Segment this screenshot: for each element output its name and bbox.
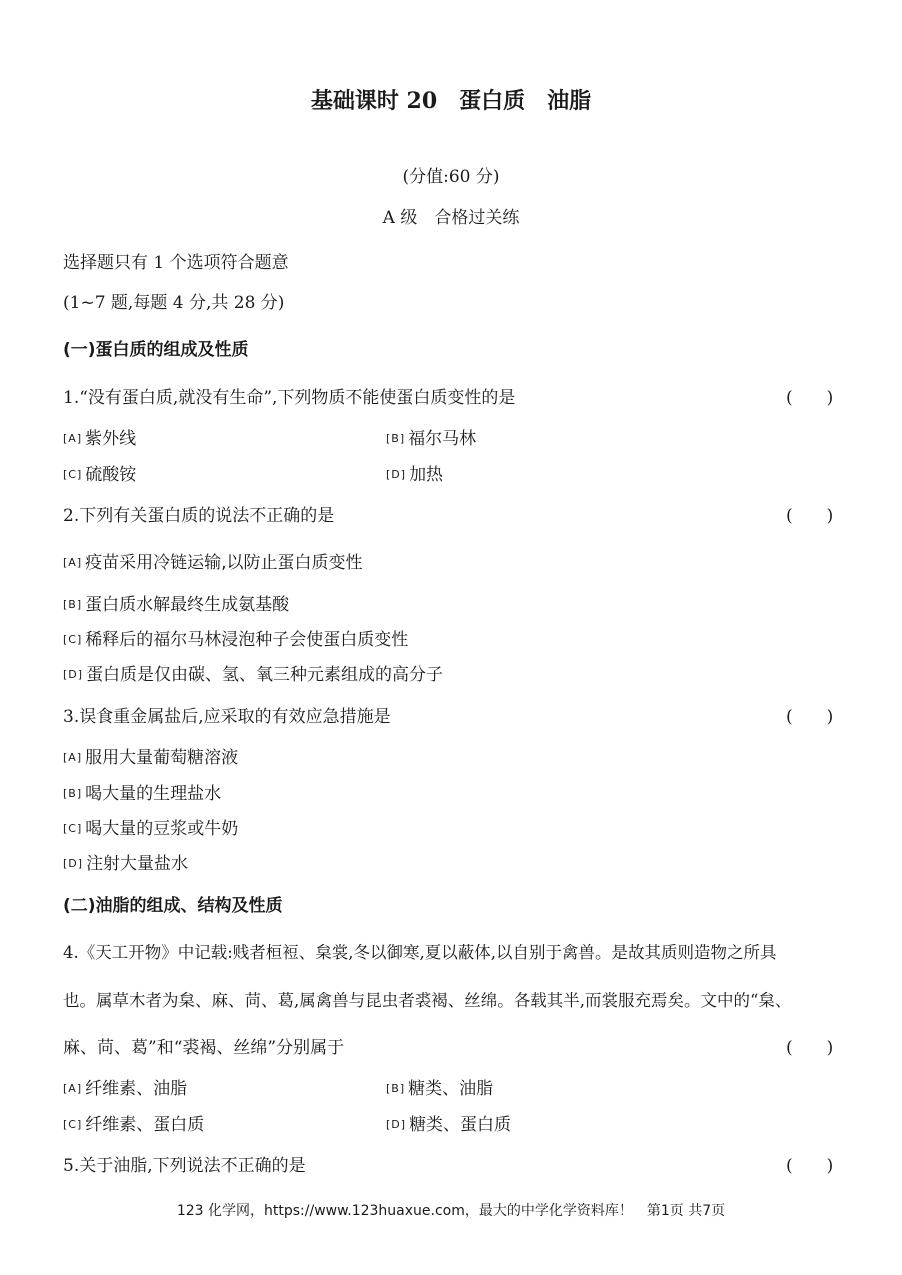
instruction-text: 选择题只有 1 个选项符合题意 (63, 253, 289, 273)
q3-option-c: [C] 喝大量的豆浆或牛奶 (63, 819, 239, 839)
section-heading-2: (二)油脂的组成、结构及性质 (63, 896, 283, 916)
question-4-line-1: 4.《天工开物》中记载:贱者桓裋、枲裳,冬以御寒,夏以蔽体,以自别于禽兽。是故其质则造物之所具 (63, 943, 777, 962)
question-1-stem: 1.“没有蛋白质,就没有生命”,下列物质不能使蛋白质变性的是 (63, 388, 516, 408)
answer-blank-2: ( ) (786, 506, 834, 526)
q2-option-b: [B] 蛋白质水解最终生成氨基酸 (63, 595, 290, 615)
question-3-stem: 3.误食重金属盐后,应采取的有效应急措施是 (63, 707, 391, 727)
question-2-stem: 2.下列有关蛋白质的说法不正确的是 (63, 506, 335, 526)
q4-option-d: [D] 糖类、蛋白质 (386, 1115, 512, 1135)
answer-blank-3: ( ) (786, 707, 834, 727)
level-heading: A 级 合格过关练 (382, 208, 520, 228)
score-note: (分值:60 分) (402, 167, 500, 187)
question-4-line-2: 也。属草木者为枲、麻、苘、葛,属禽兽与昆虫者裘褐、丝绵。各载其半,而裳服充焉矣。文中的“枲、 (63, 991, 792, 1010)
q1-option-b: [B] 福尔马林 (386, 429, 477, 449)
q2-option-c: [C] 稀释后的福尔马林浸泡种子会使蛋白质变性 (63, 630, 409, 650)
page-footer: 123 化学网，https://www.123huaxue.com，最大的中学化学资料库！ 第1页 共7页 (176, 1203, 726, 1219)
q3-option-a: [A] 服用大量葡萄糖溶液 (63, 748, 239, 768)
q2-option-d: [D] 蛋白质是仅由碳、氢、氧三种元素组成的高分子 (63, 665, 444, 685)
question-4-line-3: 麻、苘、葛”和“裘褐、丝绵”分别属于 (63, 1038, 345, 1058)
q4-option-a: [A] 纤维素、油脂 (63, 1079, 188, 1099)
q4-option-c: [C] 纤维素、蛋白质 (63, 1115, 205, 1135)
q1-option-d: [D] 加热 (386, 465, 444, 485)
q1-option-c: [C] 硫酸铵 (63, 465, 137, 485)
q3-option-d: [D] 注射大量盐水 (63, 854, 189, 874)
answer-blank-5: ( ) (786, 1156, 834, 1176)
score-range: (1~7 题,每题 4 分,共 28 分) (63, 293, 285, 313)
question-5-stem: 5.关于油脂,下列说法不正确的是 (63, 1156, 306, 1176)
q2-option-a: [A] 疫苗采用冷链运输,以防止蛋白质变性 (63, 553, 363, 573)
q4-option-b: [B] 糖类、油脂 (386, 1079, 494, 1099)
section-heading-1: (一)蛋白质的组成及性质 (63, 340, 249, 360)
q3-option-b: [B] 喝大量的生理盐水 (63, 784, 222, 804)
q1-option-a: [A] 紫外线 (63, 429, 137, 449)
answer-blank-4: ( ) (786, 1038, 834, 1058)
answer-blank-1: ( ) (786, 388, 834, 408)
page-title: 基础课时 20 蛋白质 油脂 (310, 88, 592, 114)
